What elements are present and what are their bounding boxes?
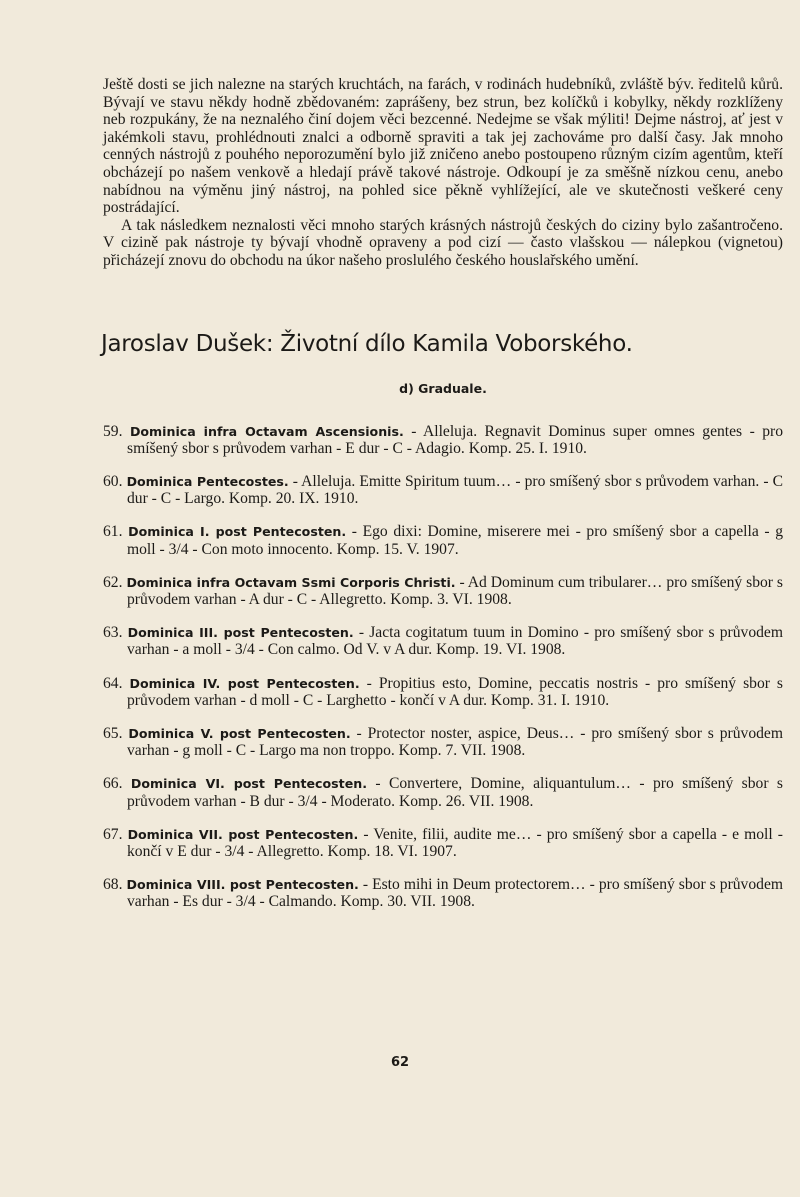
section-title: d) Graduale.	[399, 380, 487, 396]
list-item	[103, 675, 783, 709]
article-title: Jaroslav Dušek: Životní dílo Kamila Voborského.	[101, 330, 633, 357]
entry-number: 66.	[103, 775, 123, 793]
entry-heading: Dominica VII. post Pentecosten.	[127, 826, 359, 842]
page-number: 62	[390, 1055, 410, 1070]
list-item	[103, 876, 783, 910]
entry-heading: Dominica Pentecostes.	[126, 473, 289, 489]
entry-text: - Alleluja. Regnavit Dominus super omnes gentes - pro smíšený sbor s průvodem varhan - E dur - C - Adagio. Komp. 25. I. 1910.	[127, 422, 783, 457]
entry-heading: Dominica IV. post Pentecosten.	[129, 675, 360, 691]
list-item	[103, 624, 783, 658]
page-content	[103, 76, 783, 927]
entry-number: 65.	[103, 724, 123, 742]
list-item	[103, 574, 783, 608]
entry-heading: Dominica infra Octavam Ascensionis.	[129, 423, 404, 439]
entry-text: - Alleluja. Emitte Spiritum tuum… - pro smíšený sbor s průvodem varhan. - C dur - C - Largo. Komp. 20. IX. 1910.	[127, 472, 784, 508]
body-paragraph: Ještě dosti se jich nalezne na starých kruchtách, na farách, v rodinách hudebníků, zvláště býv. ředitelů kůrů. Bývají ve stavu někdy hodně zbědovaném: zaprášeny, bez strun, bez kolíčků i kobylky, někdy rozklíženy neb rozpukány, že na neznalého činí dojem věci bezcenné. Nedejme se však mýliti! Dejme nástroj, ať jest v jakémkoli stavu, prohlédnouti znalci a odborně spraviti a tak jej zachováme pro další časy. Jak mnoho cenných nástrojů z pouhého neporozumění bylo již zničeno anebo postoupeno různým cizím agentům, kteří obcházejí po našem venkově a hledají právě takové nástroje. Odkoupí je za směšně nízkou cenu, anebo nabídnou na výměnu jiný nástroj, na pohled sice pěkně vyhlížející, ale ve skutečnosti veškeré ceny postrádající.	[103, 76, 783, 217]
entry-number: 63.	[103, 624, 123, 642]
entry-number: 68.	[103, 876, 123, 894]
entry-text: - Ad Dominum cum tribularer… pro smíšený sbor s průvodem varhan - A dur - C - Allegretto. Komp. 3. VI. 1908.	[127, 573, 783, 608]
entry-text: - Jacta cogitatum tuum in Domino - pro smíšený sbor s průvodem varhan - a moll - 3/4 - Con calmo. Od V. v A dur. Komp. 19. VI. 1908.	[127, 624, 783, 659]
entry-text: - Esto mihi in Deum protectorem… - pro smíšený sbor s průvodem varhan - Es dur - 3/4 - Calmando. Komp. 30. VII. 1908.	[127, 876, 783, 911]
entry-text: - Convertere, Domine, aliquantulum… - pro smíšený sbor s průvodem varhan - B dur - 3/4 - Moderato. Komp. 26. VII. 1908.	[127, 775, 783, 810]
entry-heading: Dominica VI. post Pentecosten.	[130, 776, 367, 792]
entry-heading: Dominica infra Octavam Ssmi Corporis Christi.	[126, 574, 456, 590]
list-item	[103, 523, 783, 557]
list-item	[103, 725, 783, 759]
entry-list	[103, 423, 783, 911]
entry-text: - Venite, filii, audite me… - pro smíšený sbor a capella - e moll - končí v E dur - 3/4 - Allegretto. Komp. 18. VI. 1907.	[127, 825, 783, 860]
entry-number: 64.	[103, 674, 123, 692]
entry-number: 62.	[103, 573, 123, 591]
entry-heading: Dominica VIII. post Pentecosten.	[126, 877, 359, 893]
entry-text: - Propitius esto, Domine, peccatis nostris - pro smíšený sbor s průvodem varhan - d moll - C - Larghetto - končí v A dur. Komp. 31. I. 1910.	[127, 674, 783, 709]
entry-heading: Dominica I. post Pentecosten.	[128, 524, 347, 540]
entry-text: - Protector noster, aspice, Deus… - pro smíšený sbor s průvodem varhan - g moll - C - Largo ma non troppo. Komp. 7. VII. 1908.	[127, 724, 783, 760]
body-paragraph: A tak následkem neznalosti věci mnoho starých krásných nástrojů českých do ciziny bylo zašantročeno. V cizině pak nástroje ty bývají vhodně opraveny a pod cizí — často vlašskou — nálepkou (vignetou) přicházejí znovu do obchodu na úkor našeho proslulého českého houslařského umění.	[103, 216, 783, 269]
entry-number: 60.	[103, 472, 123, 490]
entry-number: 61.	[103, 523, 123, 541]
entry-text: - Ego dixi: Domine, miserere mei - pro smíšený sbor a capella - g moll - 3/4 - Con moto innocento. Komp. 15. V. 1907.	[127, 523, 783, 558]
entry-number: 67.	[103, 825, 123, 843]
entry-number: 59.	[103, 422, 123, 440]
list-item	[103, 423, 783, 457]
list-item	[103, 826, 783, 860]
entry-heading: Dominica III. post Pentecosten.	[127, 625, 354, 641]
list-item	[103, 473, 783, 507]
entry-heading: Dominica V. post Pentecosten.	[128, 725, 351, 741]
list-item	[103, 775, 783, 809]
